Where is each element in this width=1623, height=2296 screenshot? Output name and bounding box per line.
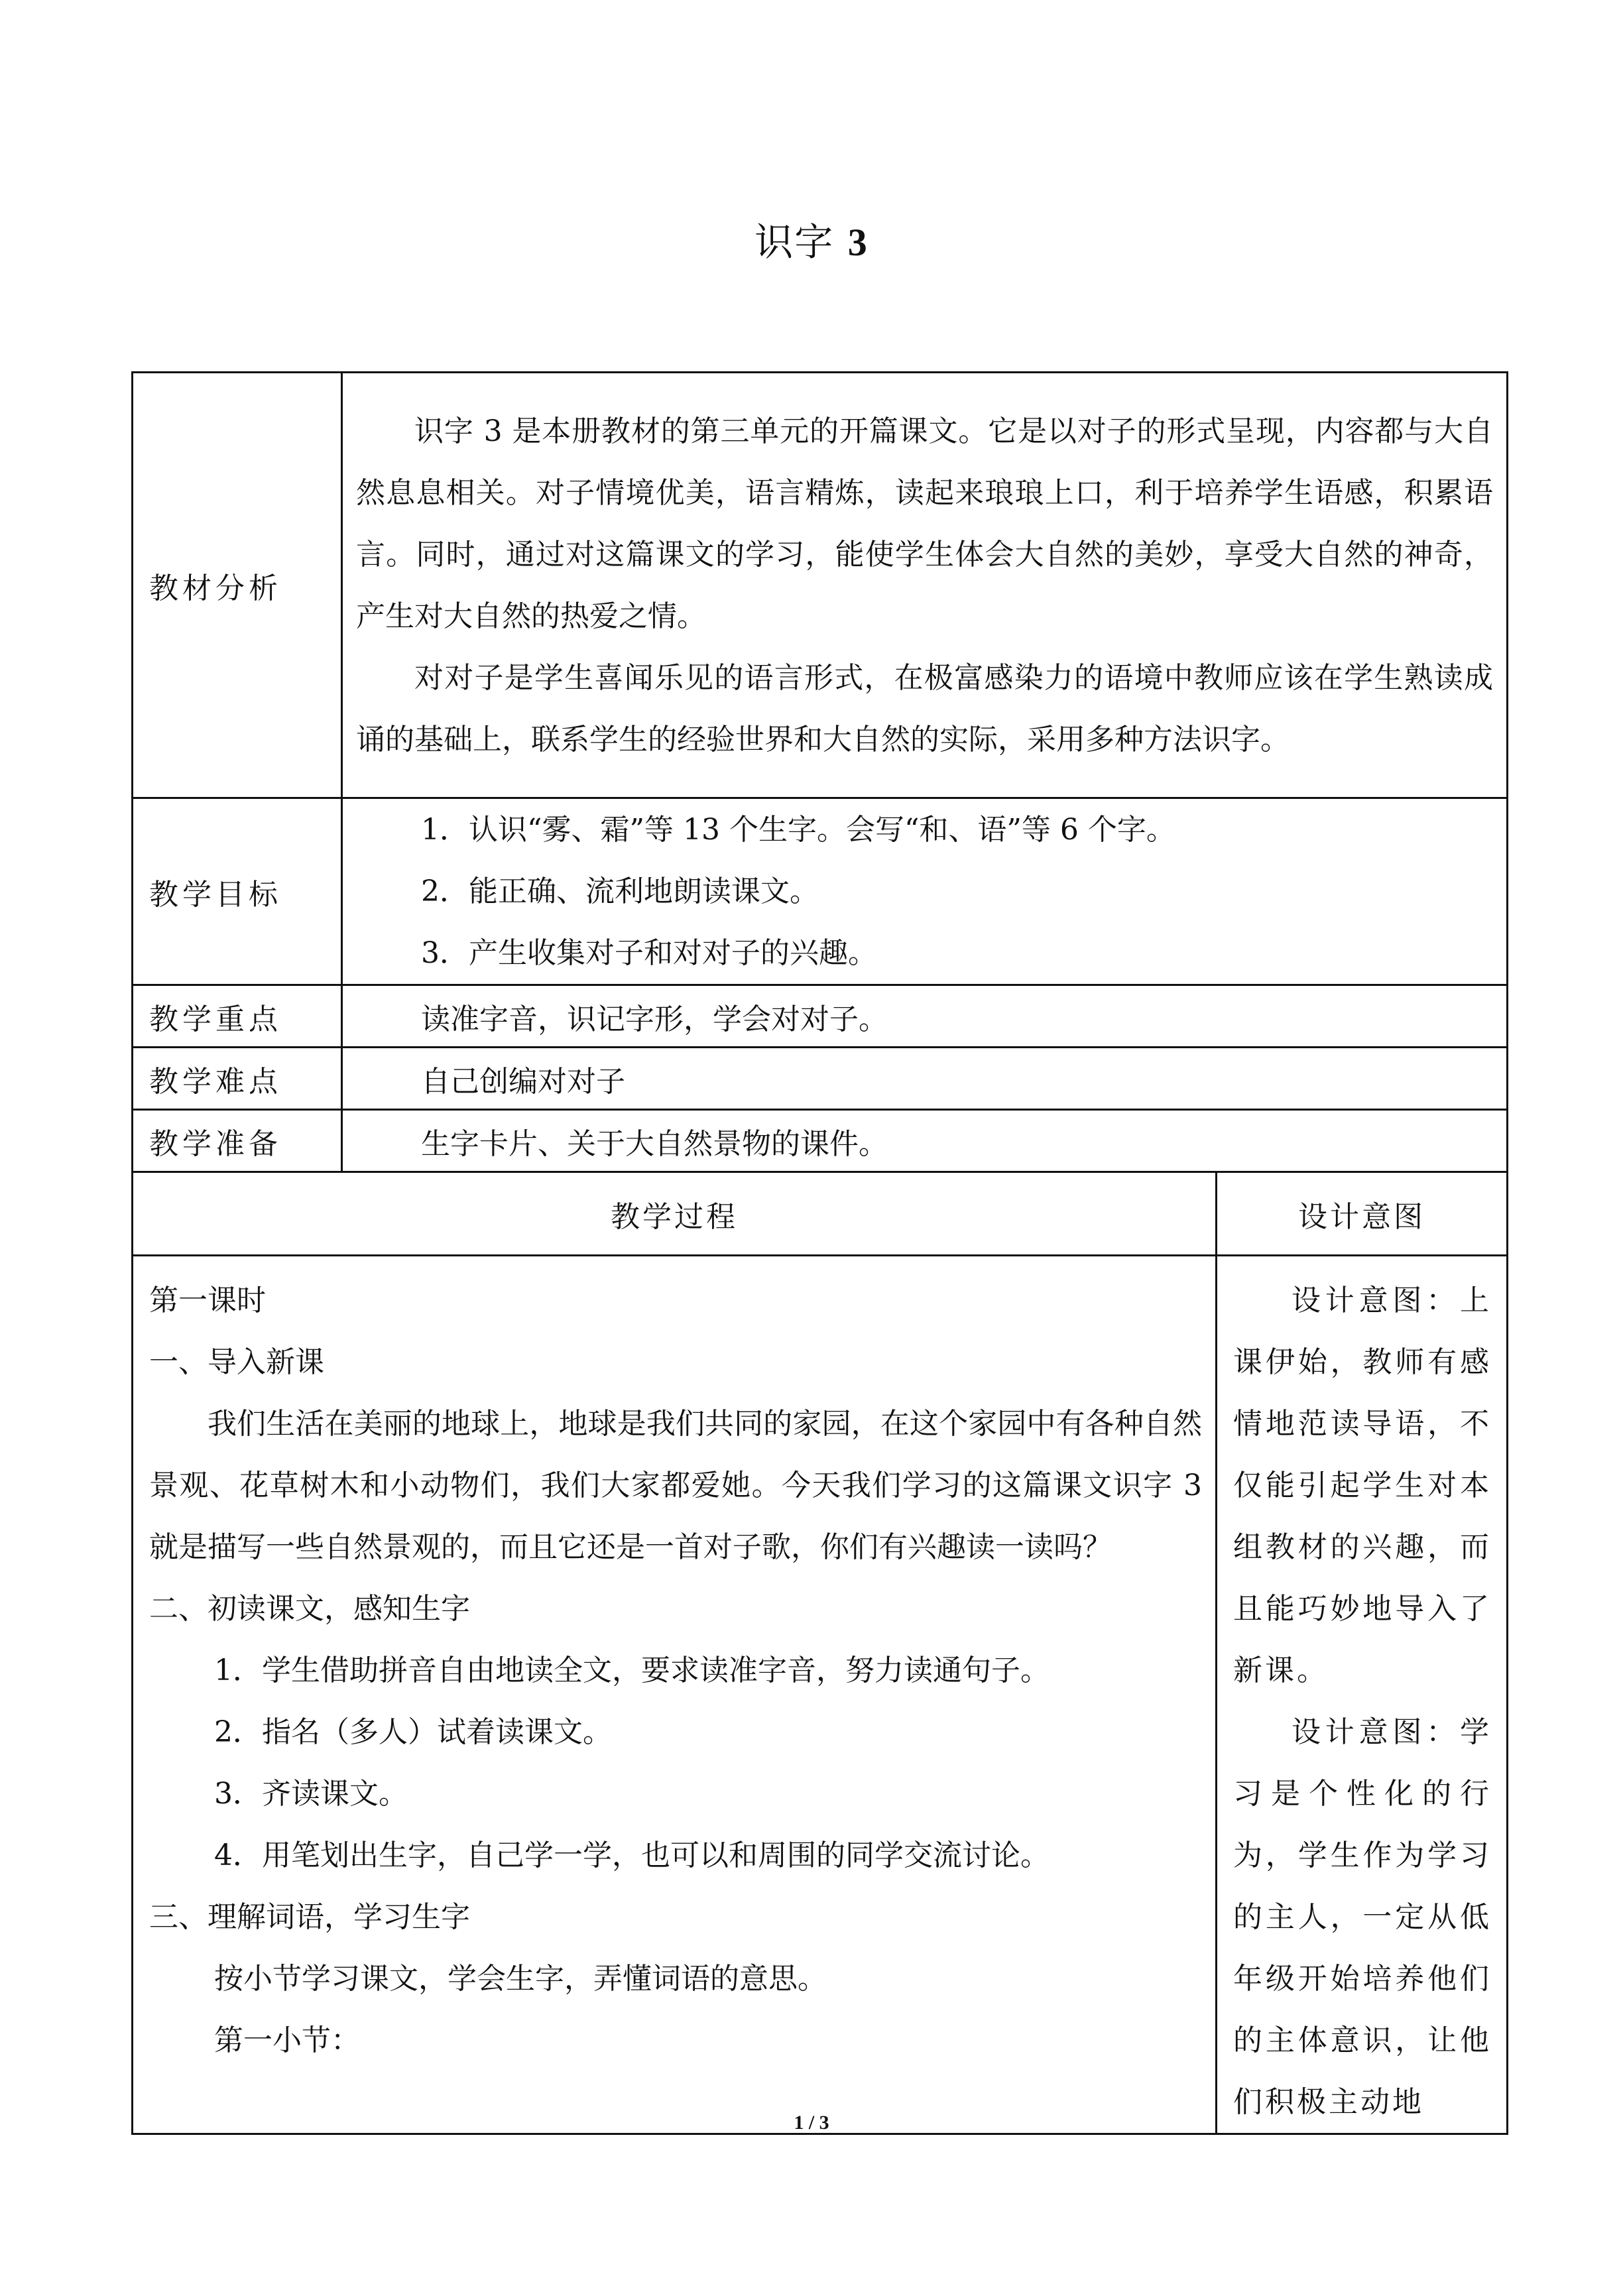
difficulties-text: 自己创编对对子 — [342, 1048, 1508, 1110]
step-item: 1．学生借助拼音自由地读全文，要求读准字音，努力读通句子。 — [214, 1654, 1050, 1687]
subsection-label: 第一小节： — [214, 2024, 360, 2057]
title-number: 3 — [847, 221, 869, 264]
design-header: 设计意图 — [1217, 1172, 1508, 1256]
lesson-title: 第一课时 — [149, 1284, 266, 1317]
difficulties-label: 教学难点 — [133, 1048, 342, 1110]
step-item: 3．齐读课文。 — [214, 1777, 408, 1811]
process-content — [133, 1256, 1217, 2134]
key-points-text: 读准字音，识记字形，学会对对子。 — [342, 985, 1508, 1048]
step-item: 4．用笔划出生字，自己学一学，也可以和周围的同学交流讨论。 — [214, 1839, 1050, 1872]
section-heading: 一、导入新课 — [149, 1345, 324, 1379]
key-points-row — [133, 985, 1508, 1048]
goal-item: 1．认识“雾、霜”等 13 个生字。会写“和、语”等 6 个字。 — [421, 813, 1175, 847]
analysis-content — [342, 373, 1508, 798]
analysis-paragraph: 对对子是学生喜闻乐见的语言形式，在极富感染力的语境中教师应该在学生熟读成诵的基础上，联系学生的经验世界和大自然的实际，采用多种方法识字。 — [356, 660, 1493, 756]
process-row — [133, 1256, 1508, 2134]
goal-item: 3．产生收集对子和对对子的兴趣。 — [421, 936, 877, 970]
section-paragraph: 按小节学习课文，学会生字，弄懂词语的意思。 — [214, 1962, 827, 1996]
page-number: 1 / 3 — [794, 2112, 829, 2134]
design-content — [1217, 1256, 1508, 2134]
page-title — [0, 211, 1623, 267]
preparation-row — [133, 1110, 1508, 1172]
goals-row — [133, 798, 1508, 985]
goals-label: 教学目标 — [133, 798, 342, 985]
step-item: 2．指名（多人）试着读课文。 — [214, 1715, 612, 1749]
difficulties-row — [133, 1048, 1508, 1110]
design-note: 设计意图：学习是个性化的行为，学生作为学习的主人，一定从低年级开始培养他们的主体意识，让他们积极主动地 — [1233, 1715, 1492, 2119]
design-note: 设计意图：上课伊始，教师有感情地范读导语，不仅能引起学生对本组教材的兴趣，而且能巧妙地导入了新课。 — [1233, 1284, 1492, 1687]
analysis-paragraph: 识字 3 是本册教材的第三单元的开篇课文。它是以对子的形式呈现，内容都与大自然息息相关。对子情境优美，语言精炼，读起来琅琅上口，利于培养学生语感，积累语言。同时，通过对这篇课文的学习，能使学生体会大自然的美妙，享受大自然的神奇，产生对大自然的热爱之情。 — [356, 414, 1493, 633]
analysis-row — [133, 373, 1508, 798]
section-heading: 二、初读课文，感知生字 — [149, 1592, 470, 1626]
analysis-label: 教材分析 — [133, 373, 342, 798]
section-heading: 三、理解词语，学习生字 — [149, 1900, 470, 1934]
lesson-plan-table — [131, 371, 1508, 2135]
goals-content — [342, 798, 1508, 985]
preparation-label: 教学准备 — [133, 1110, 342, 1172]
goal-item: 2．能正确、流利地朗读课文。 — [421, 875, 819, 908]
preparation-text: 生字卡片、关于大自然景物的课件。 — [342, 1110, 1508, 1172]
key-points-label: 教学重点 — [133, 985, 342, 1048]
process-header-row — [133, 1172, 1508, 1256]
title-text: 识字 — [754, 219, 835, 265]
process-header: 教学过程 — [133, 1172, 1217, 1256]
section-paragraph: 我们生活在美丽的地球上，地球是我们共同的家园，在这个家园中有各种自然景观、花草树木和小动物们，我们大家都爱她。今天我们学习的这篇课文识字 3 就是描写一些自然景观的，而且它还是一首对子歌，你们有兴趣读一读吗？ — [149, 1407, 1202, 1564]
